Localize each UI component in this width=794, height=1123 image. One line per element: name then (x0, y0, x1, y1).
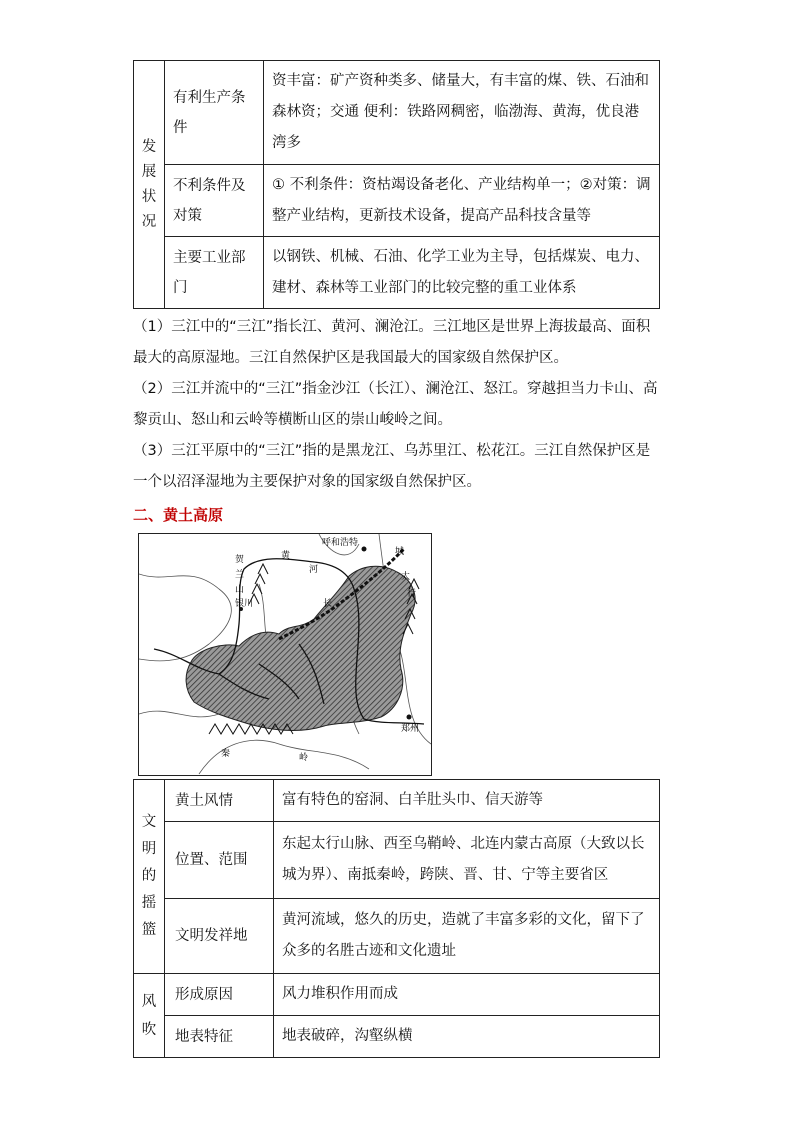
label-huhehaote: 呼和浩特 (322, 538, 359, 548)
label-civilization-origin: 文明发祥地 (165, 899, 274, 974)
content-unfavorable-conditions: ① 不利条件：资枯竭设备老化、产业结构单一；②对策：调整产业结构，更新技术设备，提高产品科技含量等 (264, 165, 660, 237)
content-location-range: 东起太行山脉、西至乌鞘岭、北连内蒙古高原（大致以长城为界）、南抵秦岭，跨陕、晋、甘、宁等主要省区 (274, 822, 660, 899)
label-ling: 岭 (299, 753, 309, 763)
section-wind-blown: 风吹 (134, 974, 165, 1058)
content-favorable-conditions: 资丰富：矿产资种类多、储量大，有丰富的煤、铁、石油和森林资；交通 便利：铁路网稠密，临渤海、黄海，优良港湾多 (264, 61, 660, 165)
loess-plateau-map (138, 533, 432, 776)
label-favorable-conditions: 有利生产条件 (165, 61, 264, 165)
content-loess-customs: 富有特色的窑洞、白羊肚头巾、信天游等 (274, 780, 660, 822)
city-dot-huhehaote (362, 547, 367, 552)
content-civilization-origin: 黄河流域，悠久的历史，造就了丰富多彩的文化，留下了众多的名胜古迹和文化遗址 (274, 899, 660, 974)
section-development-status: 发展状况 (134, 61, 165, 309)
industry-table (133, 60, 660, 309)
label-surface-features: 地表特征 (165, 1016, 274, 1058)
label-qin: 秦 (221, 749, 231, 759)
paragraph-sanjiang-3: （3）三江平原中的“三江”指的是黑龙江、乌苏里江、松花江。三江自然保护区是一个以沼泽湿地为主要保护对象的国家级自然保护区。 (133, 443, 651, 490)
content-formation-cause: 风力堆积作用而成 (274, 974, 660, 1016)
label-main-industries: 主要工业部门 (165, 237, 264, 309)
label-huanghe-1: 黄 (281, 551, 291, 561)
section-civilization-cradle: 文明的摇篮 (134, 780, 165, 974)
label-hang: 行 (407, 589, 417, 599)
label-location-range: 位置、范围 (165, 822, 274, 899)
label-helan-1: 贺 (235, 555, 245, 565)
label-formation-cause: 形成原因 (165, 974, 274, 1016)
label-tai: 太 (401, 572, 411, 582)
label-helan-2: 兰 (235, 570, 245, 580)
city-dot-zhengzhou (407, 715, 412, 720)
loess-plateau-region (186, 566, 415, 730)
label-zhengzhou: 郑州 (401, 724, 420, 734)
loess-plateau-table (133, 779, 660, 1058)
label-yinchuan: 银川 (235, 599, 254, 609)
label-chang: 长 (323, 599, 333, 609)
label-cheng: 城 (395, 547, 405, 557)
label-unfavorable-conditions: 不利条件及对策 (165, 165, 264, 237)
label-loess-customs: 黄土风情 (165, 780, 274, 822)
section-heading-loess-plateau: 二、黄土高原 (133, 506, 224, 524)
paragraph-sanjiang-2: （2）三江并流中的“三江”指金沙江（长江）、澜沧江、怒江。穿越担当力卡山、高黎贡山、怒山和云岭等横断山区的崇山峻岭之间。 (133, 381, 658, 428)
content-main-industries: 以钢铁、机械、石油、化学工业为主导，包括煤炭、电力、建材、森林等工业部门的比较完整的重工业体系 (264, 237, 660, 309)
label-helan-3: 山 (235, 585, 245, 595)
label-huanghe-2: 河 (309, 565, 319, 575)
content-surface-features: 地表破碎，沟壑纵横 (274, 1016, 660, 1058)
paragraph-sanjiang-1: （1）三江中的“三江”指长江、黄河、澜沧江。三江地区是世界上海拔最高、面积最大的高原湿地。三江自然保护区是我国最大的国家级自然保护区。 (133, 319, 651, 366)
